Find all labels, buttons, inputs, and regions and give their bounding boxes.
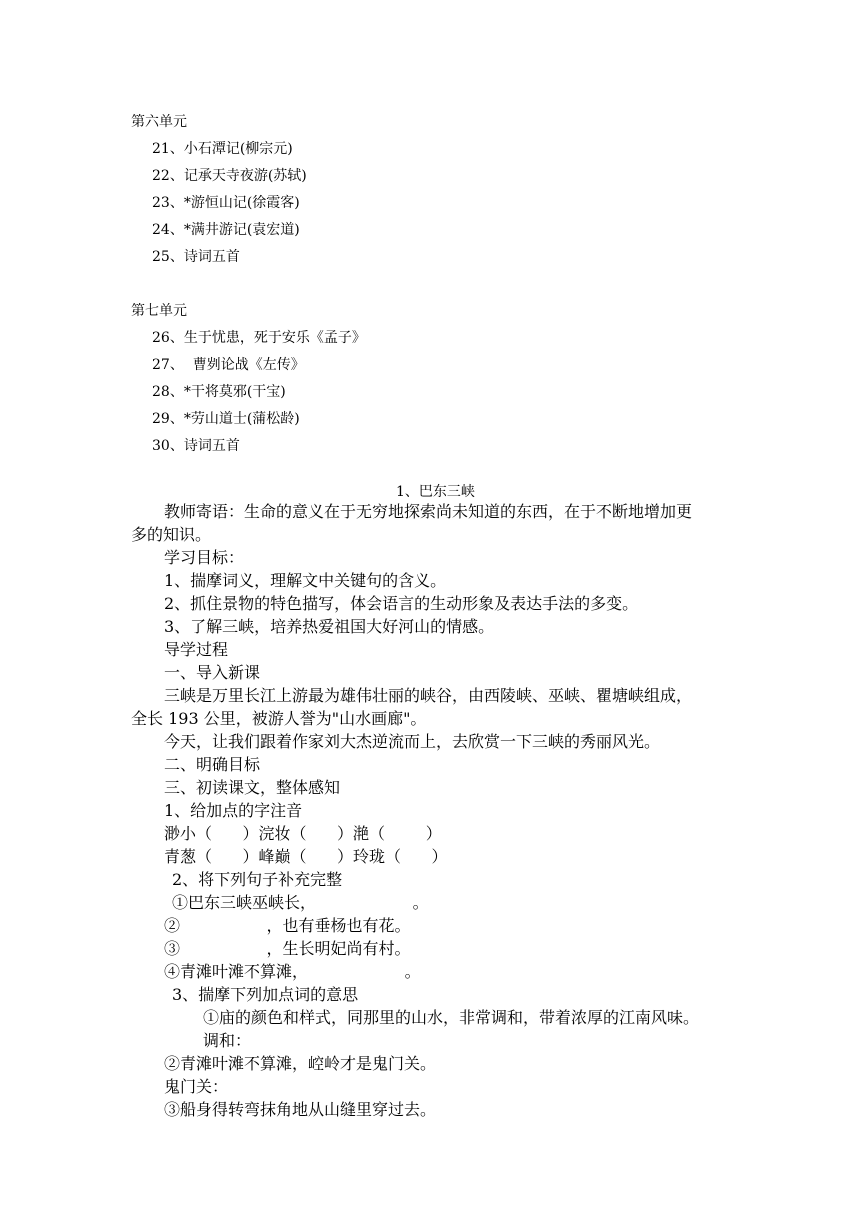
- unit6-item-25: 25、诗词五首: [152, 249, 240, 265]
- unit6-heading: 第六单元: [131, 114, 187, 130]
- unit7-item-26: 26、生于忧患，死于安乐《孟子》: [152, 330, 366, 346]
- question-2-c: ③ ，生长明妃尚有村。: [164, 939, 411, 958]
- question-3-a-word: 调和：: [203, 1031, 252, 1050]
- goal-3: 3、了解三峡，培养热爱祖国大好河山的情感。: [164, 617, 495, 636]
- unit7-item-30: 30、诗词五首: [152, 438, 240, 454]
- section-3-heading: 三、初读课文，整体感知: [164, 778, 341, 797]
- section-1-heading: 一、导入新课: [164, 663, 261, 682]
- question-3-b-word: 鬼门关：: [164, 1077, 229, 1096]
- unit6-item-21: 21、小石潭记(柳宗元): [152, 141, 293, 157]
- teacher-message-line2: 多的知识。: [131, 525, 212, 544]
- intro-line2: 全长 193 公里，被游人誉为"山水画廊"。: [131, 709, 427, 728]
- unit6-item-24: 24、*满井游记(袁宏道): [152, 222, 300, 238]
- question-1-line2: 青葱（ ）峰巅（ ）玲珑（ ）: [164, 847, 448, 866]
- intro-line1: 三峡是万里长江上游最为雄伟壮丽的峡谷，由西陵峡、巫峡、瞿塘峡组成，: [164, 686, 693, 705]
- question-3-b: ②青滩叶滩不算滩，崆岭才是鬼门关。: [164, 1054, 437, 1073]
- unit7-item-29: 29、*劳山道士(蒲松龄): [152, 411, 300, 427]
- goal-2: 2、抓住景物的特色描写，体会语言的生动形象及表达手法的多变。: [164, 594, 639, 613]
- question-2-d: ④青滩叶滩不算滩， 。: [164, 962, 421, 981]
- question-1: 1、给加点的字注音: [164, 801, 303, 820]
- goal-1: 1、揣摩词义，理解文中关键句的含义。: [164, 571, 447, 590]
- question-3-a: ①庙的颜色和样式，同那里的山水，非常调和，带着浓厚的江南风味。: [203, 1008, 700, 1027]
- unit6-item-22: 22、记承天寺夜游(苏轼): [152, 168, 307, 184]
- question-3: 3、揣摩下列加点词的意思: [172, 985, 359, 1004]
- unit6-item-23: 23、*游恒山记(徐霞客): [152, 195, 300, 211]
- goals-label: 学习目标：: [164, 548, 245, 567]
- question-2: 2、将下列句子补充完整: [172, 870, 343, 889]
- process-label: 导学过程: [164, 640, 229, 659]
- unit7-item-27: 27、 曹刿论战《左传》: [152, 357, 305, 373]
- section-2-heading: 二、明确目标: [164, 755, 261, 774]
- unit7-item-28: 28、*干将莫邪(干宝): [152, 384, 286, 400]
- intro-line3: 今天，让我们跟着作家刘大杰逆流而上，去欣赏一下三峡的秀丽风光。: [164, 732, 661, 751]
- question-3-c: ③船身得转弯抹角地从山缝里穿过去。: [164, 1100, 437, 1119]
- question-2-b: ② ，也有垂杨也有花。: [164, 916, 411, 935]
- unit7-heading: 第七单元: [131, 303, 187, 319]
- question-1-line1: 渺小（ ）浣妆（ ）滟（ ）: [164, 824, 442, 843]
- teacher-message-line1: 教师寄语：生命的意义在于无穷地探索尚未知道的东西，在于不断地增加更: [164, 502, 693, 521]
- lesson-title: 1、巴东三峡: [396, 484, 475, 500]
- question-2-a: ①巴东三峡巫峡长， 。: [172, 893, 429, 912]
